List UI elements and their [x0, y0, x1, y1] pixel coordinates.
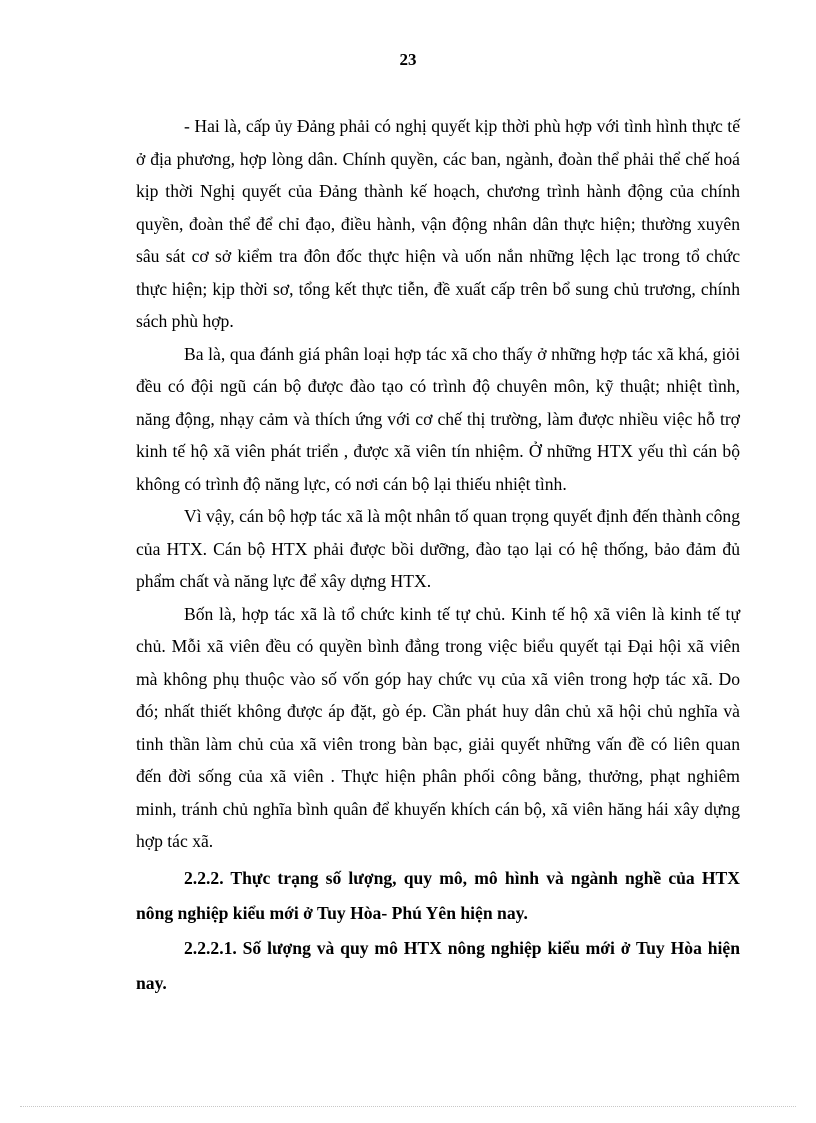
- page-number: 23: [399, 50, 417, 69]
- page-bottom-divider: [20, 1106, 796, 1107]
- section-heading-2-2-2: 2.2.2. Thực trạng số lượng, quy mô, mô hình và ngành nghề của HTX nông nghiệp kiểu mới ở Tuy Hòa- Phú Yên hiện nay.: [136, 867, 740, 923]
- paragraph-hai-la: - Hai là, cấp ủy Đảng phải có nghị quyết kịp thời phù hợp với tình hình thực tế ở địa phương, hợp lòng dân. Chính quyền, các ban, ngành, đoàn thể phải thể chế hoá kịp thời Nghị quyết của Đảng thành kế hoạch, chương trình hành động của chính quyền, đoàn thể để chỉ đạo, điều hành, vận động nhân dân thực hiện; thường xuyên sâu sát cơ sở kiểm tra đôn đốc thực hiện và uốn nắn những lệch lạc trong tổ chức thực hiện; kịp thời sơ, tổng kết thực tiễn, đề xuất cấp trên bổ sung chủ trương, chính sách phù hợp.: [136, 116, 740, 331]
- paragraph-bon-la: Bốn là, hợp tác xã là tổ chức kinh tế tự chủ. Kinh tế hộ xã viên là kinh tế tự chủ. Mỗi xã viên đều có quyền bình đẳng trong việc biểu quyết tại Đại hội xã viên mà không phụ thuộc vào số vốn góp hay chức vụ của xã viên trong hợp tác xã. Do đó; nhất thiết không được áp đặt, gò ép. Cần phát huy dân chủ xã hội chủ nghĩa và tinh thần làm chủ của xã viên trong bàn bạc, giải quyết những vấn đề có liên quan đến đời sống của xã viên . Thực hiện phân phối công bằng, thưởng, phạt nghiêm minh, tránh chủ nghĩa bình quân để khuyến khích cán bộ, xã viên hăng hái xây dựng hợp tác xã.: [136, 603, 740, 851]
- paragraph-vi-vay: Vì vậy, cán bộ hợp tác xã là một nhân tố quan trọng quyết định đến thành công của HTX. Cán bộ HTX phải được bồi dưỡng, đào tạo lại có hệ thống, bảo đảm đủ phẩm chất và năng lực để xây dựng HTX.: [136, 506, 740, 591]
- paragraph-ba-la: Ba là, qua đánh giá phân loại hợp tác xã cho thấy ở những hợp tác xã khá, giỏi đều có đội ngũ cán bộ được đào tạo có trình độ chuyên môn, kỹ thuật; nhiệt tình, năng động, nhạy cảm và thích ứng với cơ chế thị trường, làm được nhiều việc hỗ trợ kinh tế hộ xã viên phát triển , được xã viên tín nhiệm. Ở những HTX yếu thì cán bộ không có trình độ năng lực, có nơi cán bộ lại thiếu nhiệt tình.: [136, 343, 740, 494]
- section-heading-2-2-2-1: 2.2.2.1. Số lượng và quy mô HTX nông nghiệp kiểu mới ở Tuy Hòa hiện nay.: [136, 937, 740, 993]
- document-body: [136, 110, 740, 1001]
